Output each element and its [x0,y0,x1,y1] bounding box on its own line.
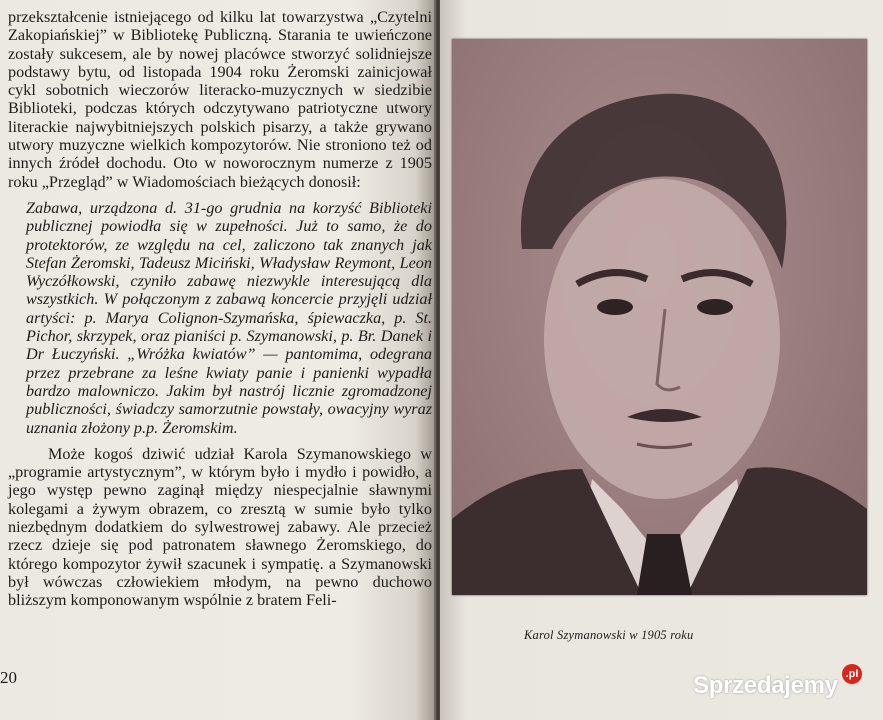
paragraph-intro: przekształcenie istniejącego od kilku lat towarzystwa „Czytelni Zakopiańskiej” w Bibliotekę Publiczną. Starania te uwieńczone zostały sukcesem, ale by nowej placówce stworzyć solidniejsze podstawy bytu, od listopada 1904 roku Żeromski zainicjował cykl sobotnich wieczorów literacko-muzycznych w siedzibie Biblioteki, podczas których odczytywano patriotyczne utwory literackie najwybitniejszych polskich pisarzy, a także grywano utwory muzyczne wielkich kompozytorów. Nie stroniono też od innych źródeł dochodu. Oto w noworocznym numerze z 1905 roku „Przegląd” w Wiadomościach bieżących donosił: [8,8,432,191]
watermark-badge: .pl [842,664,862,684]
paragraph-commentary: Może kogoś dziwić udział Karola Szymanowskiego w „programie artystycznym”, w którym było i mydło i powidło, a jego występ pewno zaginął między niespecjalnie sławnymi kolegami a żywym obrazem, co zresztą w sumie było tylko niezbędnym dodatkiem do sylwestrowej zabawy. Ale przecież rzecz dzieje się pod patronatem sławnego Żeromskiego, do którego kompozytor żywił szacunek i sympatię. a Szymanowski był wówczas człowiekiem młodym, na pewno duchowo bliższym komponowanym wspólnie z bratem Feli- [8,444,432,610]
left-page-text [8,8,432,610]
portrait-photo [452,39,867,595]
quoted-report: Zabawa, urządzona d. 31-go grudnia na korzyść Biblioteki publicznej powiodła się w zupełności. Już to samo, że do protektorów, ze względu na cel, zaliczono tak znanych jak Stefan Żeromski, Tadeusz Miciński, Władysław Reymont, Leon Wyczółkowski, czyniło zabawę niezwykle interesującą dla wszystkich. W połączonym z zabawą koncercie przyjęli udział artyści: p. Marya Colignon-Szymańska, śpiewaczka, p. St. Pichor, skrzypek, oraz pianiści p. Szymanowski, p. Br. Danek i Dr Łuczyński. „Wróżka kwiatów” — pantomima, odegrana przez przebrane za leśne kwiaty panie i panienki wypadła bardzo malowniczo. Jakim był nastrój licznie zgromadzonej publiczności, świadczy samorzutnie powstały, owacyjny wyraz uznania złożony p.p. Żeromskim. [26,198,432,437]
page-number: 20 [0,668,17,687]
photo-caption: Karol Szymanowski w 1905 roku [524,628,694,642]
portrait-illustration [452,39,867,595]
watermark-text: Sprzedajemy [693,672,838,699]
left-page [0,0,437,720]
